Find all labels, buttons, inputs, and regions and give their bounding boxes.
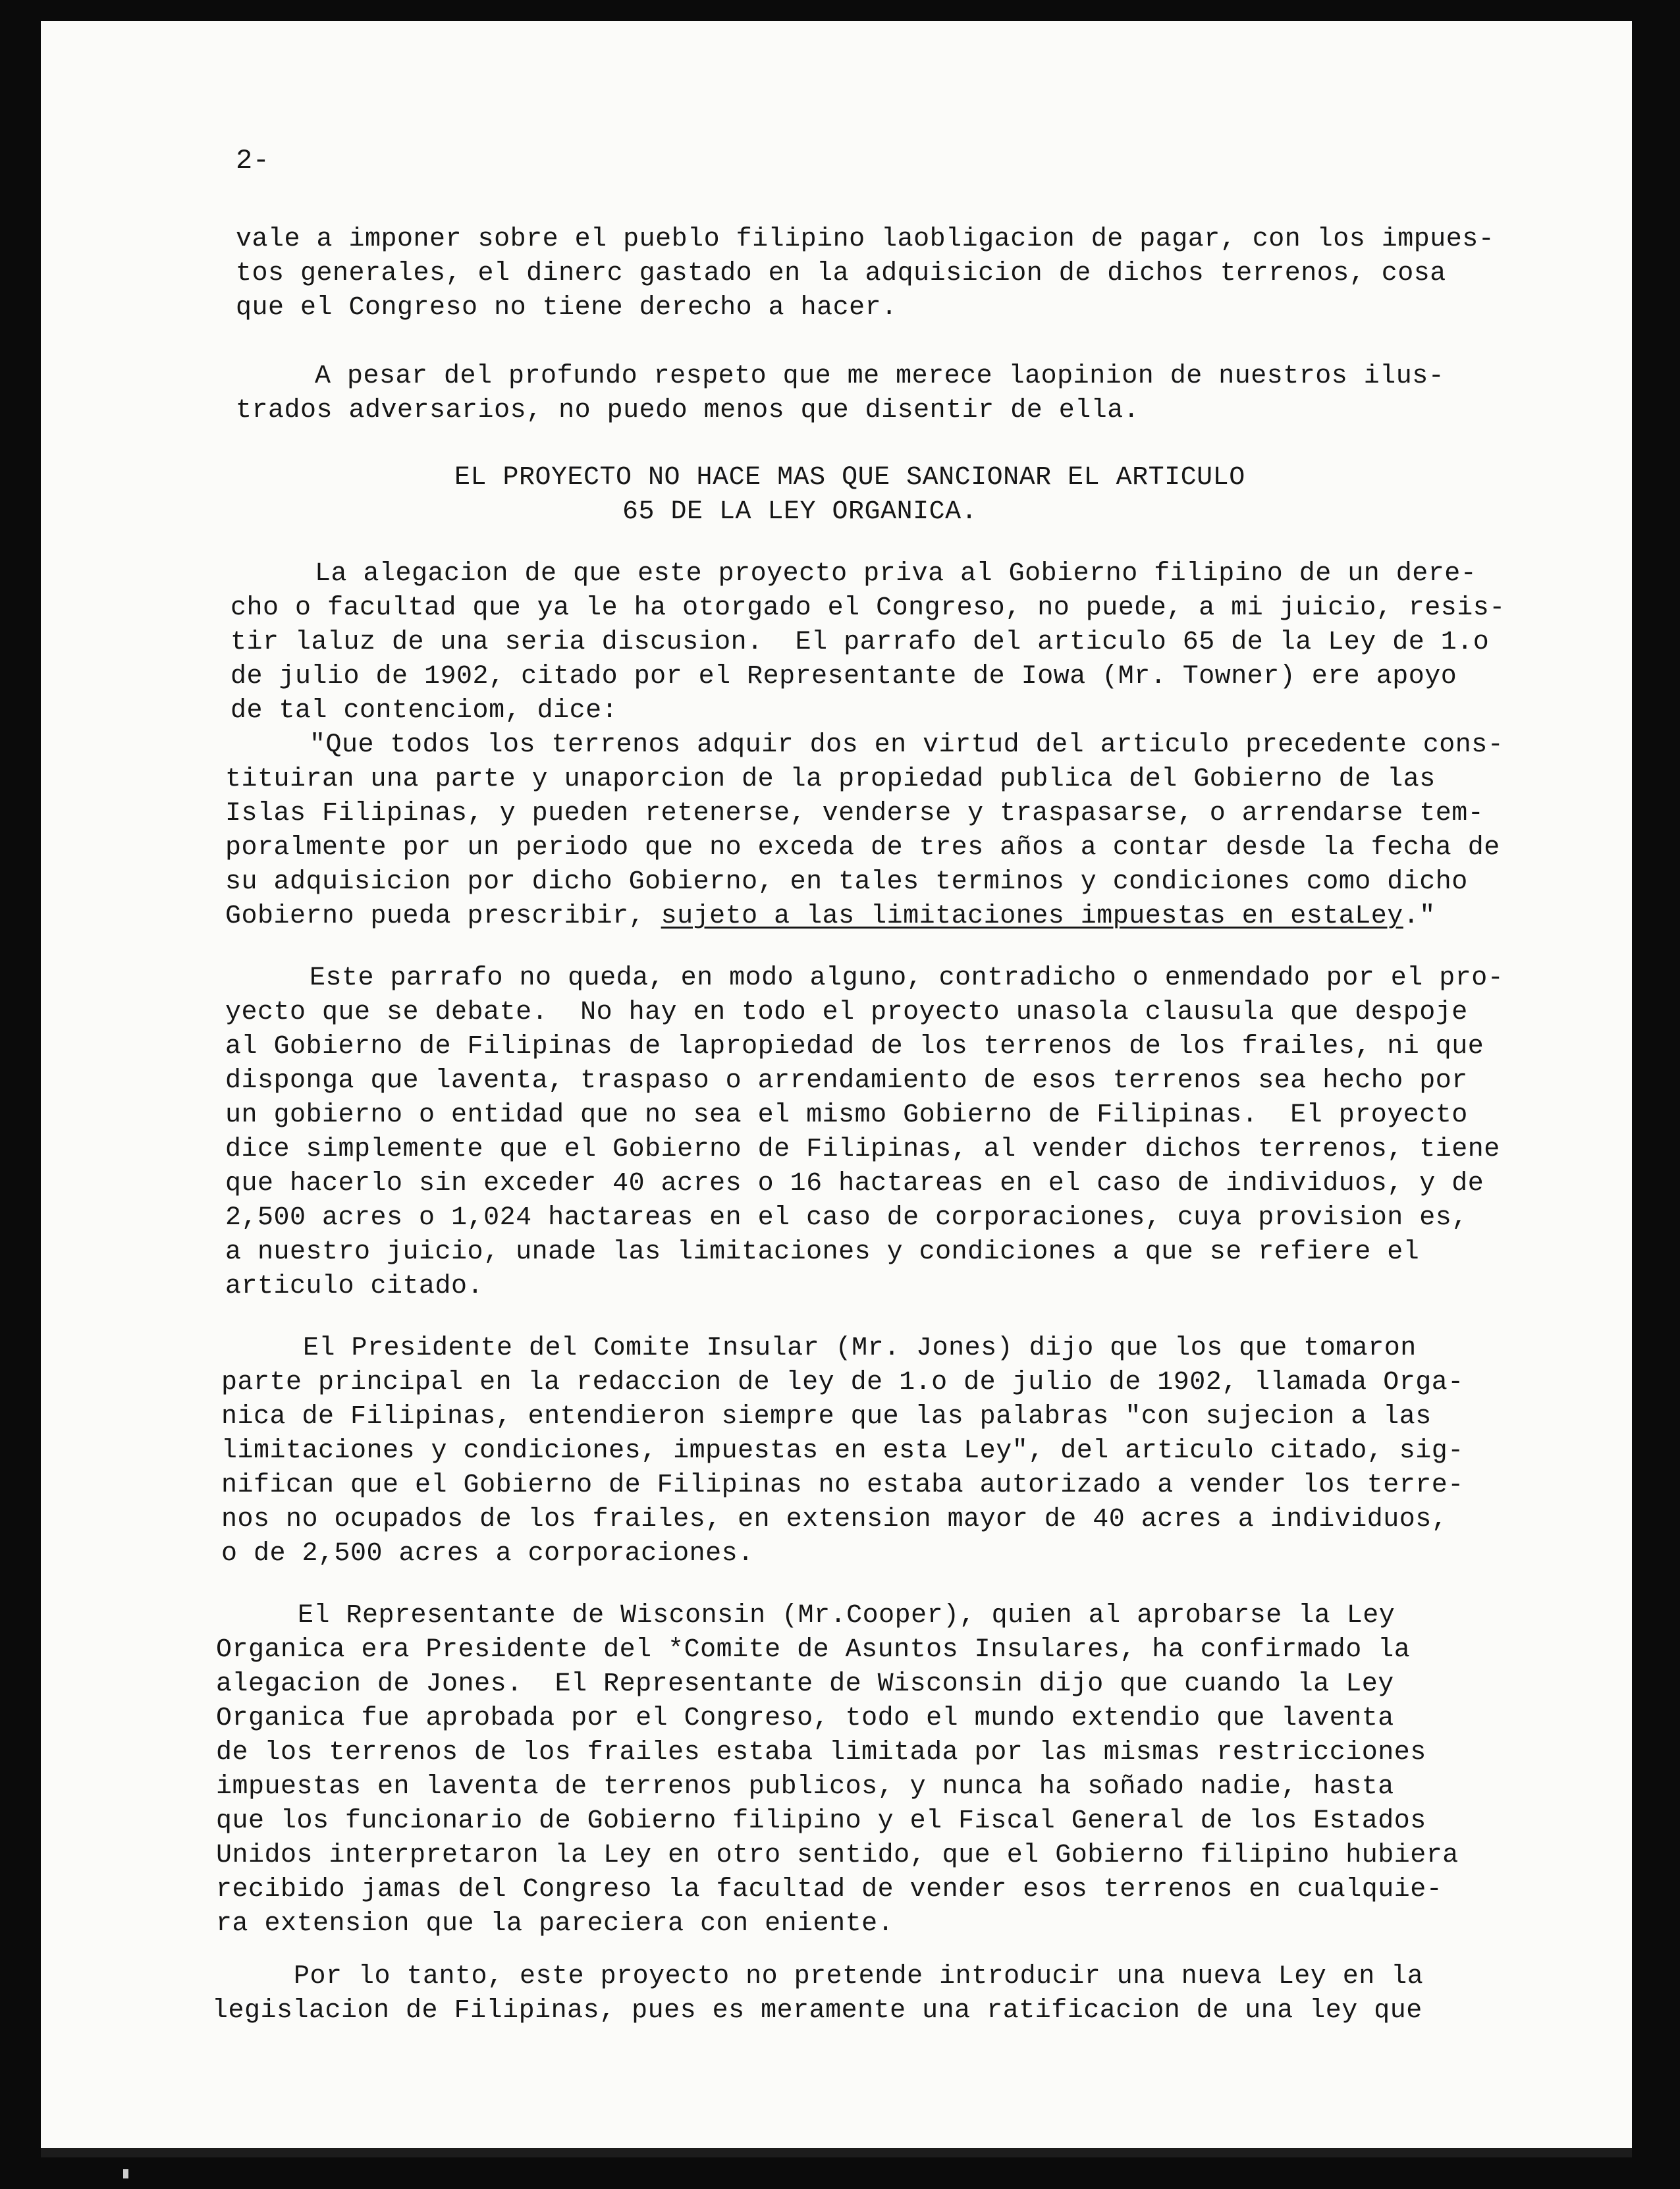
paragraph-7-line-2: legislacion de Filipinas, pues es meramente una ratificacion de una ley que xyxy=(212,1996,1423,2026)
quote-line-1: "Que todos los terrenos adquir dos en virtud del articulo precedente cons- xyxy=(310,730,1504,760)
section-heading-line-2: 65 DE LA LEY ORGANICA. xyxy=(622,497,978,527)
paragraph-5-line-2: parte principal en la redaccion de ley de 1.o de julio de 1902, llamada Orga- xyxy=(221,1368,1464,1397)
paragraph-5-line-1: El Presidente del Comite Insular (Mr. Jones) dijo que los que tomaron xyxy=(303,1334,1417,1363)
paragraph-5-line-4: limitaciones y condiciones, impuestas en esta Ley", del articulo citado, sig- xyxy=(221,1436,1464,1466)
page-number: 2- xyxy=(236,145,270,176)
paragraph-7-line-1: Por lo tanto, este proyecto no pretende introducir una nueva Ley en la xyxy=(294,1962,1424,1991)
paragraph-4-line-9: a nuestro juicio, unade las limitaciones y condiciones a que se refiere el xyxy=(225,1237,1420,1267)
paragraph-2-line-2: trados adversarios, no puedo menos que disentir de ella. xyxy=(236,396,1140,425)
paragraph-5-line-5: nifican que el Gobierno de Filipinas no estaba autorizado a vender los terre- xyxy=(221,1471,1464,1500)
quote-line-2: tituiran una parte y unaporcion de la propiedad publica del Gobierno de las xyxy=(225,765,1436,794)
paragraph-4-line-8: 2,500 acres o 1,024 hactareas en el caso de corporaciones, cuya provision es, xyxy=(225,1203,1468,1233)
quote-closing: ." xyxy=(1403,902,1436,931)
section-heading-line-1: EL PROYECTO NO HACE MAS QUE SANCIONAR EL ARTICULO xyxy=(454,463,1245,493)
paragraph-6-line-3: alegacion de Jones. El Representante de Wisconsin dijo que cuando la Ley xyxy=(216,1669,1394,1699)
paragraph-3-line-4: de julio de 1902, citado por el Representante de Iowa (Mr. Towner) ere apoyo xyxy=(230,662,1457,691)
paragraph-1-line-3: que el Congreso no tiene derecho a hacer. xyxy=(236,293,898,323)
film-speck xyxy=(123,2169,128,2178)
paragraph-1-line-1: vale a imponer sobre el pueblo filipino laobligacion de pagar, con los impues- xyxy=(236,225,1495,254)
paragraph-4-line-6: dice simplemente que el Gobierno de Filipinas, al vender dichos terrenos, tiene xyxy=(225,1135,1500,1164)
paragraph-5-line-3: nica de Filipinas, entendieron siempre que las palabras "con sujecion a las xyxy=(221,1402,1432,1432)
quote-line-4: poralmente por un periodo que no exceda de tres años a contar desde la fecha de xyxy=(225,833,1500,863)
paragraph-2-line-1: A pesar del profundo respeto que me merece laopinion de nuestros ilus- xyxy=(315,362,1445,391)
page-bottom-edge xyxy=(41,2148,1632,2157)
paragraph-5-line-7: o de 2,500 acres a corporaciones. xyxy=(221,1539,754,1569)
paragraph-1-line-2: tos generales, el dinerc gastado en la adquisicion de dichos terrenos, cosa xyxy=(236,259,1446,288)
paragraph-6-line-1: El Representante de Wisconsin (Mr.Cooper), quien al aprobarse la Ley xyxy=(298,1601,1395,1631)
paragraph-6-line-2: Organica era Presidente del *Comite de Asuntos Insulares, ha confirmado la xyxy=(216,1635,1411,1665)
paragraph-3-line-3: tir laluz de una seria discusion. El parrafo del articulo 65 de la Ley de 1.o xyxy=(230,628,1490,657)
quote-text: Gobierno pueda prescribir, xyxy=(225,902,661,931)
paragraph-6-line-7: que los funcionario de Gobierno filipino y el Fiscal General de los Estados xyxy=(216,1806,1426,1836)
paragraph-4-line-2: yecto que se debate. No hay en todo el proyecto unasola clausula que despoje xyxy=(225,998,1468,1027)
paragraph-6-line-8: Unidos interpretaron la Ley en otro sentido, que el Gobierno filipino hubiera xyxy=(216,1841,1459,1870)
paragraph-4-line-1: Este parrafo no queda, en modo alguno, contradicho o enmendado por el pro- xyxy=(310,963,1504,993)
underlined-phrase: sujeto a las limitaciones impuestas en estaLey xyxy=(661,902,1403,931)
paragraph-3-line-5: de tal contenciom, dice: xyxy=(230,696,618,726)
paragraph-5-line-6: nos no ocupados de los frailes, en extension mayor de 40 acres a individuos, xyxy=(221,1505,1448,1534)
paragraph-6-line-9: recibido jamas del Congreso la facultad de vender esos terrenos en cualquie- xyxy=(216,1875,1443,1905)
paragraph-4-line-3: al Gobierno de Filipinas de lapropiedad de los terrenos de los frailes, ni que xyxy=(225,1032,1484,1062)
quote-line-3: Islas Filipinas, y pueden retenerse, venderse y traspasarse, o arrendarse tem- xyxy=(225,799,1484,828)
paragraph-3-line-2: cho o facultad que ya le ha otorgado el Congreso, no puede, a mi juicio, resis- xyxy=(230,593,1505,623)
quote-line-6 xyxy=(225,900,1436,934)
paragraph-4-line-5: un gobierno o entidad que no sea el mismo Gobierno de Filipinas. El proyecto xyxy=(225,1100,1468,1130)
paragraph-4-line-10: articulo citado. xyxy=(225,1272,484,1301)
paragraph-6-line-4: Organica fue aprobada por el Congreso, todo el mundo extendio que laventa xyxy=(216,1704,1394,1733)
paragraph-6-line-10: ra extension que la pareciera con eniente. xyxy=(216,1909,894,1939)
paragraph-6-line-5: de los terrenos de los frailes estaba limitada por las mismas restricciones xyxy=(216,1738,1426,1768)
quote-line-5: su adquisicion por dicho Gobierno, en tales terminos y condiciones como dicho xyxy=(225,867,1468,897)
paragraph-4-line-4: disponga que laventa, traspaso o arrendamiento de esos terrenos sea hecho por xyxy=(225,1066,1468,1096)
paragraph-6-line-6: impuestas en laventa de terrenos publicos, y nunca ha soñado nadie, hasta xyxy=(216,1772,1394,1802)
paragraph-4-line-7: que hacerlo sin exceder 40 acres o 16 hactareas en el caso de individuos, y de xyxy=(225,1169,1484,1199)
paragraph-3-line-1: La alegacion de que este proyecto priva al Gobierno filipino de un dere- xyxy=(315,559,1477,589)
